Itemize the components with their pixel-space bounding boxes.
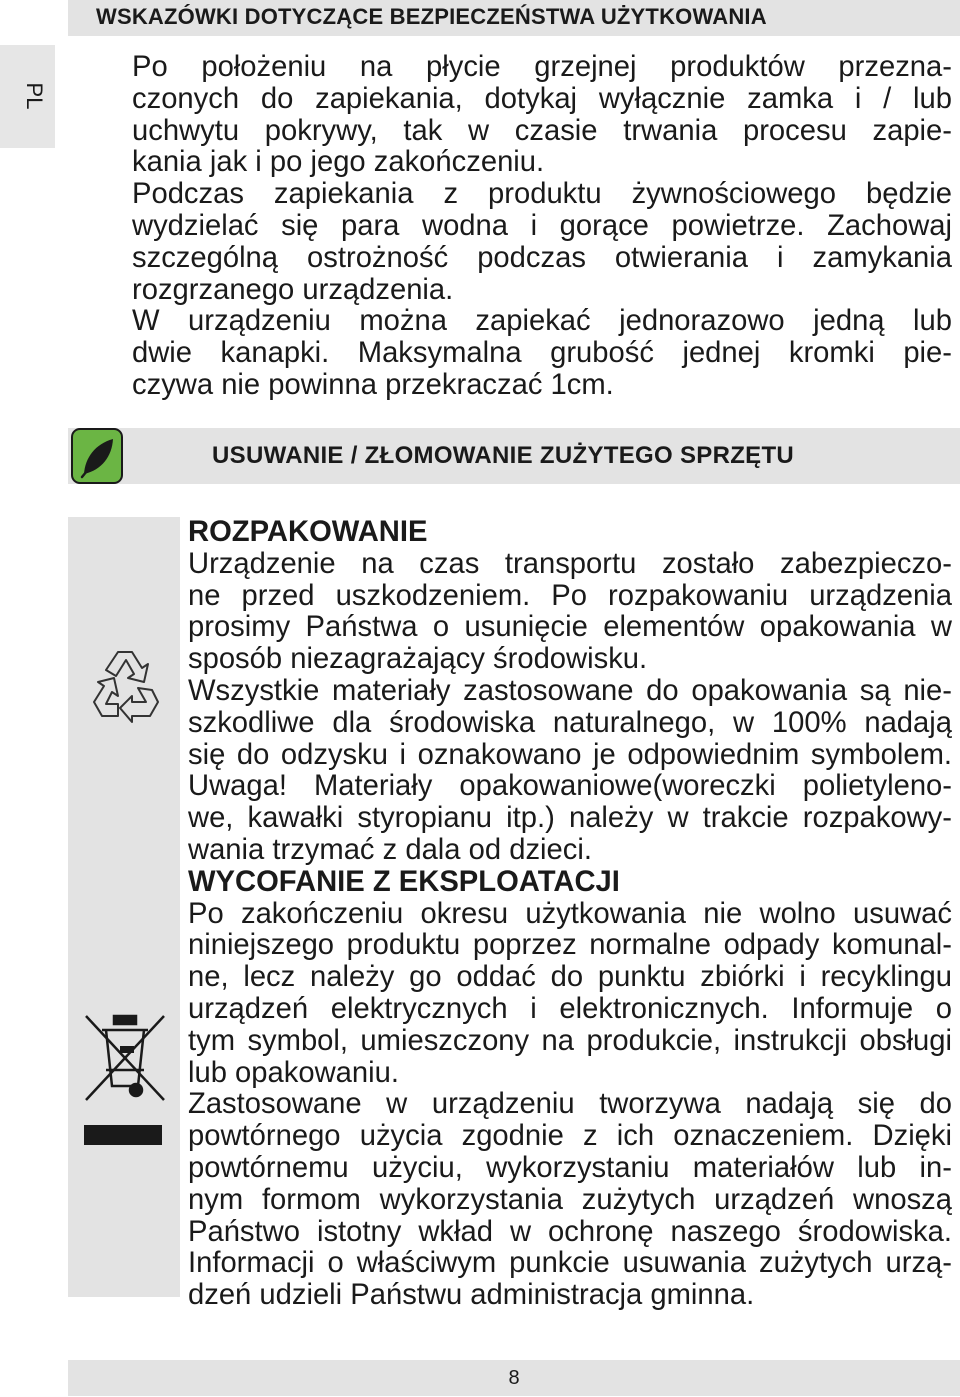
- text-line: Podczas zapiekania z produktu żywnościowego będzie: [132, 178, 952, 211]
- decommission-heading: WYCOFANIE Z EKSPLOATACJI: [188, 865, 620, 898]
- text-line: Uwaga! Materiały opakowaniowe(woreczki polietyleno-: [188, 770, 952, 803]
- text-line: Urządzenie na czas transportu zostało zabezpieczo-: [188, 547, 952, 580]
- recycle-icon: [88, 646, 162, 726]
- text-line: ne przed uszkodzeniem. Po rozpakowaniu urządzenia: [188, 579, 952, 612]
- text-line: Informacji o właściwym punkcie usuwania zużytych urzą-: [188, 1247, 952, 1280]
- section-title: USUWANIE / ZŁOMOWANIE ZUŻYTEGO SPRZĘTU: [212, 442, 795, 469]
- text-line: sposób niezagrażający środowisku.: [188, 643, 648, 676]
- text-line: szczególną ostrożność podczas otwierania i zamykania: [132, 241, 952, 274]
- text-line: ne, lecz należy go oddać do punktu zbiórki i recyklingu: [188, 961, 952, 994]
- text-line: nym formom wykorzystania zużytych urządzeń wnoszą: [188, 1183, 952, 1216]
- weee-bar: [84, 1125, 162, 1145]
- safety-text: [132, 52, 952, 402]
- text-line: Wszystkie materiały zastosowane do opakowania są nie-: [188, 674, 952, 707]
- text-line: powtórnego użycia zgodnie z ich oznaczeniem. Dzięki: [188, 1120, 952, 1153]
- language-label: PL: [22, 82, 47, 110]
- text-line: urządzeń elektrycznych i elektronicznych. Informuje o: [188, 992, 952, 1025]
- text-line: W urządzeniu można zapiekać jednorazowo jedną lub: [132, 305, 952, 338]
- text-line: czywa nie powinna przekraczać 1cm.: [132, 368, 614, 401]
- crossed-bin-icon: [80, 1010, 170, 1105]
- text-line: uchwytu pokrywy, tak w czasie trwania procesu zapie-: [132, 114, 952, 147]
- text-line: prosimy Państwa o usunięcie elementów opakowania w: [188, 611, 952, 644]
- text-line: Państwo istotny wkład w ochronę naszego środowiska.: [188, 1215, 952, 1248]
- text-line: szkodliwe dla środowiska naturalnego, w 100% nadają: [188, 706, 952, 739]
- disposal-text: [188, 517, 952, 1312]
- text-line: dwie kanapki. Maksymalna grubość jednej kromki pie-: [132, 337, 952, 370]
- page-number: 8: [508, 1367, 520, 1389]
- text-line: Po położeniu na płycie grzejnej produktów przezna-: [132, 51, 952, 83]
- unpacking-heading: ROZPAKOWANIE: [188, 516, 428, 548]
- text-line: czonych do zapiekania, dotykaj wyłącznie zamka i / lub: [132, 82, 952, 115]
- text-line: powtórnemu użyciu, wykorzystaniu materiałów lub in-: [188, 1151, 952, 1184]
- text-line: się do odzysku i oznakowano je odpowiednim symbolem.: [188, 738, 952, 771]
- leaf-icon: [71, 428, 123, 484]
- text-line: lub opakowaniu.: [188, 1056, 399, 1089]
- text-line: rozgrzanego urządzenia.: [132, 273, 454, 306]
- text-line: we, kawałki styropianu itp.) należy w trakcie rozpakowy-: [188, 802, 952, 835]
- text-line: dzeń udzieli Państwu administracja gminna.: [188, 1279, 755, 1312]
- text-line: niniejszego produktu poprzez normalne odpady komunal-: [188, 929, 952, 962]
- icon-column: [68, 517, 180, 1297]
- text-line: Po zakończeniu okresu użytkowania nie wolno usuwać: [188, 897, 952, 930]
- text-line: Zastosowane w urządzeniu tworzywa nadają się do: [188, 1088, 952, 1121]
- text-line: tym symbol, umieszczony na produkcie, instrukcji obsługi: [188, 1024, 952, 1057]
- text-line: wydzielać się para wodna i gorące powietrze. Zachowaj: [132, 209, 952, 242]
- text-line: wania trzymać z dala od dzieci.: [188, 833, 592, 866]
- text-line: kania jak i po jego zakończeniu.: [132, 146, 545, 179]
- page-title: WSKAZÓWKI DOTYCZĄCE BEZPIECZEŃSTWA UŻYTKOWANIA: [96, 4, 767, 29]
